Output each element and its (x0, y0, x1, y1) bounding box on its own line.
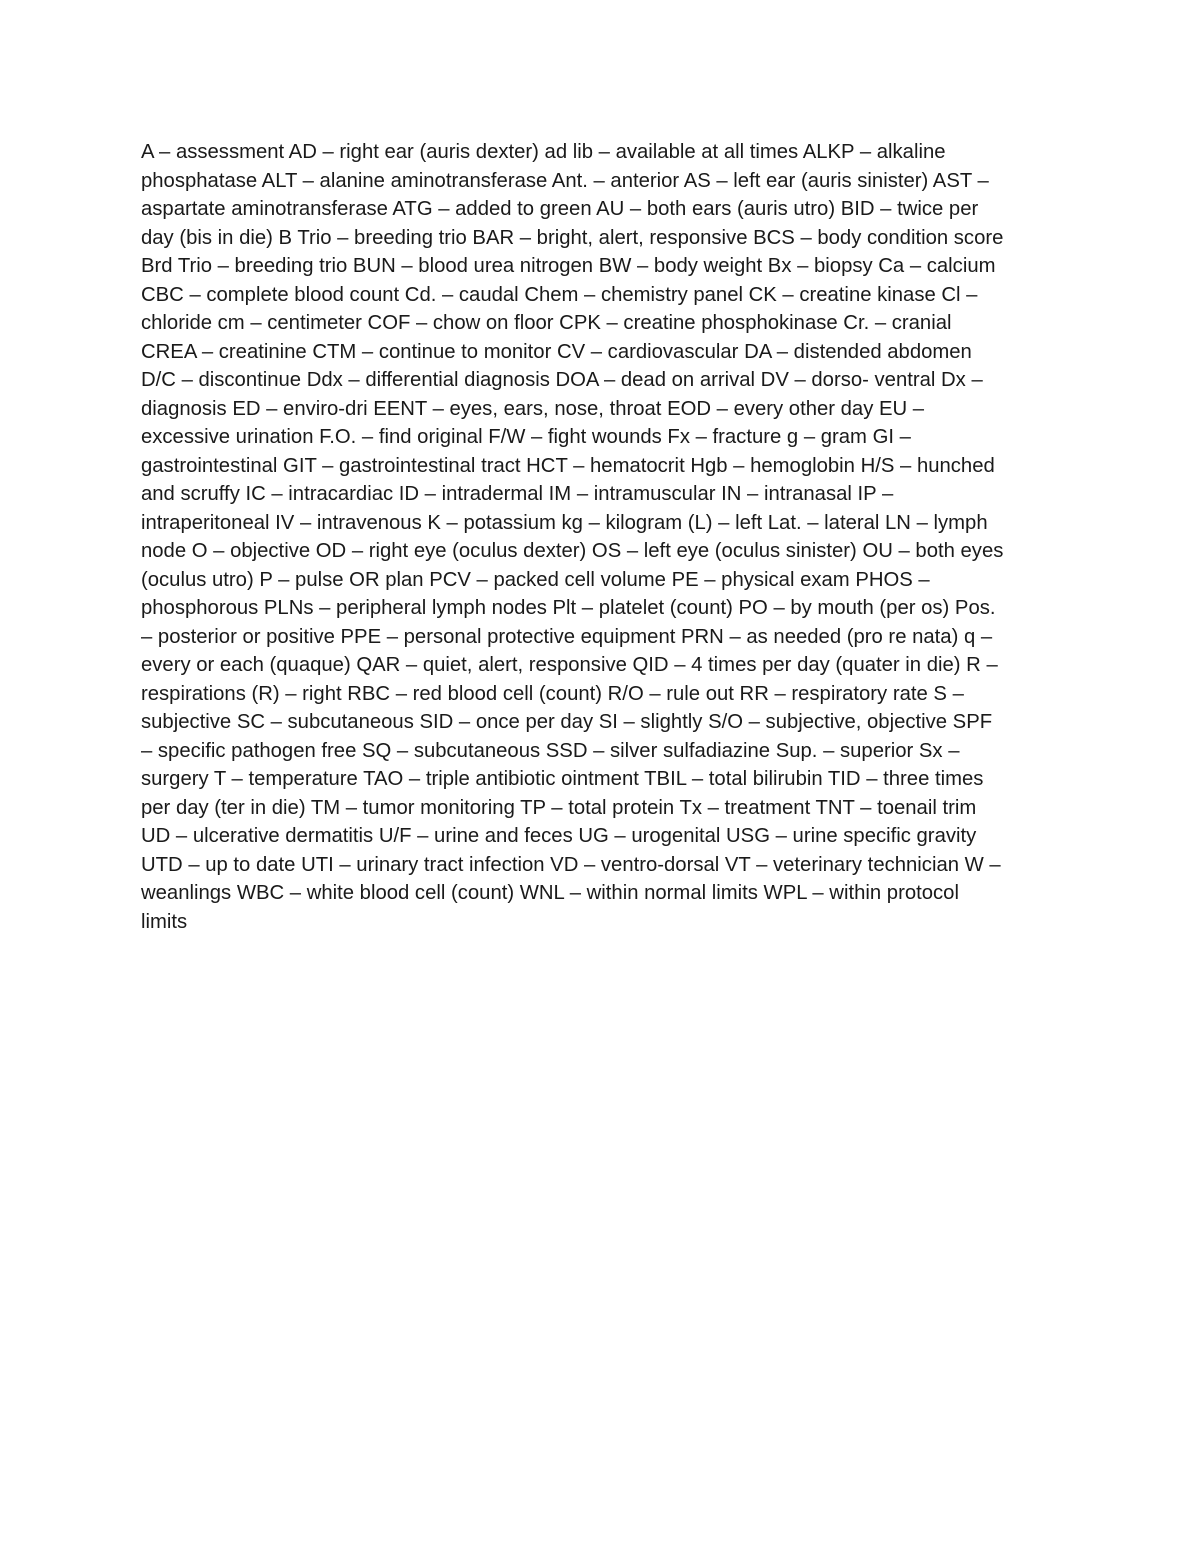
text-line: per day (ter in die) TM – tumor monitoring TP – total protein Tx – treatment TNT – toenail trim (141, 796, 977, 819)
text-line: CREA – creatinine CTM – continue to monitor CV – cardiovascular DA – distended abdomen (141, 340, 972, 363)
text-line: day (bis in die) B Trio – breeding trio BAR – bright, alert, responsive BCS – body condition score (141, 226, 1004, 249)
text-line: phosphatase ALT – alanine aminotransferase Ant. – anterior AS – left ear (auris sinister) AST – (141, 169, 989, 192)
text-line: surgery T – temperature TAO – triple antibiotic ointment TBIL – total bilirubin TID – three times (141, 768, 984, 790)
text-line: Brd Trio – breeding trio BUN – blood urea nitrogen BW – body weight Bx – biopsy Ca – calcium (141, 255, 996, 277)
abbreviation-paragraph (141, 138, 1061, 936)
text-line: diagnosis ED – enviro-dri EENT – eyes, ears, nose, throat EOD – every other day EU – (141, 397, 925, 420)
text-line: respirations (R) – right RBC – red blood cell (count) R/O – rule out RR – respiratory rate S – (141, 682, 964, 705)
text-line: subjective SC – subcutaneous SID – once per day SI – slightly S/O – subjective, objective SPF (141, 711, 993, 733)
text-line: phosphorous PLNs – peripheral lymph nodes Plt – platelet (count) PO – by mouth (per os) Pos. (141, 597, 996, 619)
text-line: intraperitoneal IV – intravenous K – potassium kg – kilogram (L) – left Lat. – lateral LN – lymph (141, 511, 988, 534)
text-line: CBC – complete blood count Cd. – caudal Chem – chemistry panel CK – creatine kinase Cl – (141, 283, 978, 306)
text-line: – posterior or positive PPE – personal protective equipment PRN – as needed (pro re nata) q – (141, 625, 993, 648)
text-line: (oculus utro) P – pulse OR plan PCV – packed cell volume PE – physical exam PHOS – (141, 568, 930, 591)
text-line: UTD – up to date UTI – urinary tract infection VD – ventro-dorsal VT – veterinary technician W – (141, 853, 1001, 876)
text-line: UD – ulcerative dermatitis U/F – urine and feces UG – urogenital USG – urine specific gravity (141, 825, 977, 847)
text-line: gastrointestinal GIT – gastrointestinal tract HCT – hematocrit Hgb – hemoglobin H/S – hunched (141, 454, 995, 477)
text-line: and scruffy IC – intracardiac ID – intradermal IM – intramuscular IN – intranasal IP – (141, 483, 894, 505)
text-line: excessive urination F.O. – find original F/W – fight wounds Fx – fracture g – gram GI – (141, 426, 911, 448)
text-line: – specific pathogen free SQ – subcutaneous SSD – silver sulfadiazine Sup. – superior Sx – (141, 739, 960, 762)
text-line: limits (141, 910, 188, 933)
text-line: D/C – discontinue Ddx – differential diagnosis DOA – dead on arrival DV – dorso- ventral Dx – (141, 369, 983, 391)
text-line: A – assessment AD – right ear (auris dexter) ad lib – available at all times ALKP – alkaline (141, 141, 946, 163)
text-line: chloride cm – centimeter COF – chow on floor CPK – creatine phosphokinase Cr. – cranial (141, 312, 952, 334)
text-line: node O – objective OD – right eye (oculus dexter) OS – left eye (oculus sinister) OU – both eyes (141, 540, 1004, 562)
text-line: aspartate aminotransferase ATG – added to green AU – both ears (auris utro) BID – twice per (141, 198, 979, 220)
text-line: weanlings WBC – white blood cell (count) WNL – within normal limits WPL – within protocol (141, 882, 959, 904)
text-line: every or each (quaque) QAR – quiet, alert, responsive QID – 4 times per day (quater in die) R – (141, 654, 998, 676)
